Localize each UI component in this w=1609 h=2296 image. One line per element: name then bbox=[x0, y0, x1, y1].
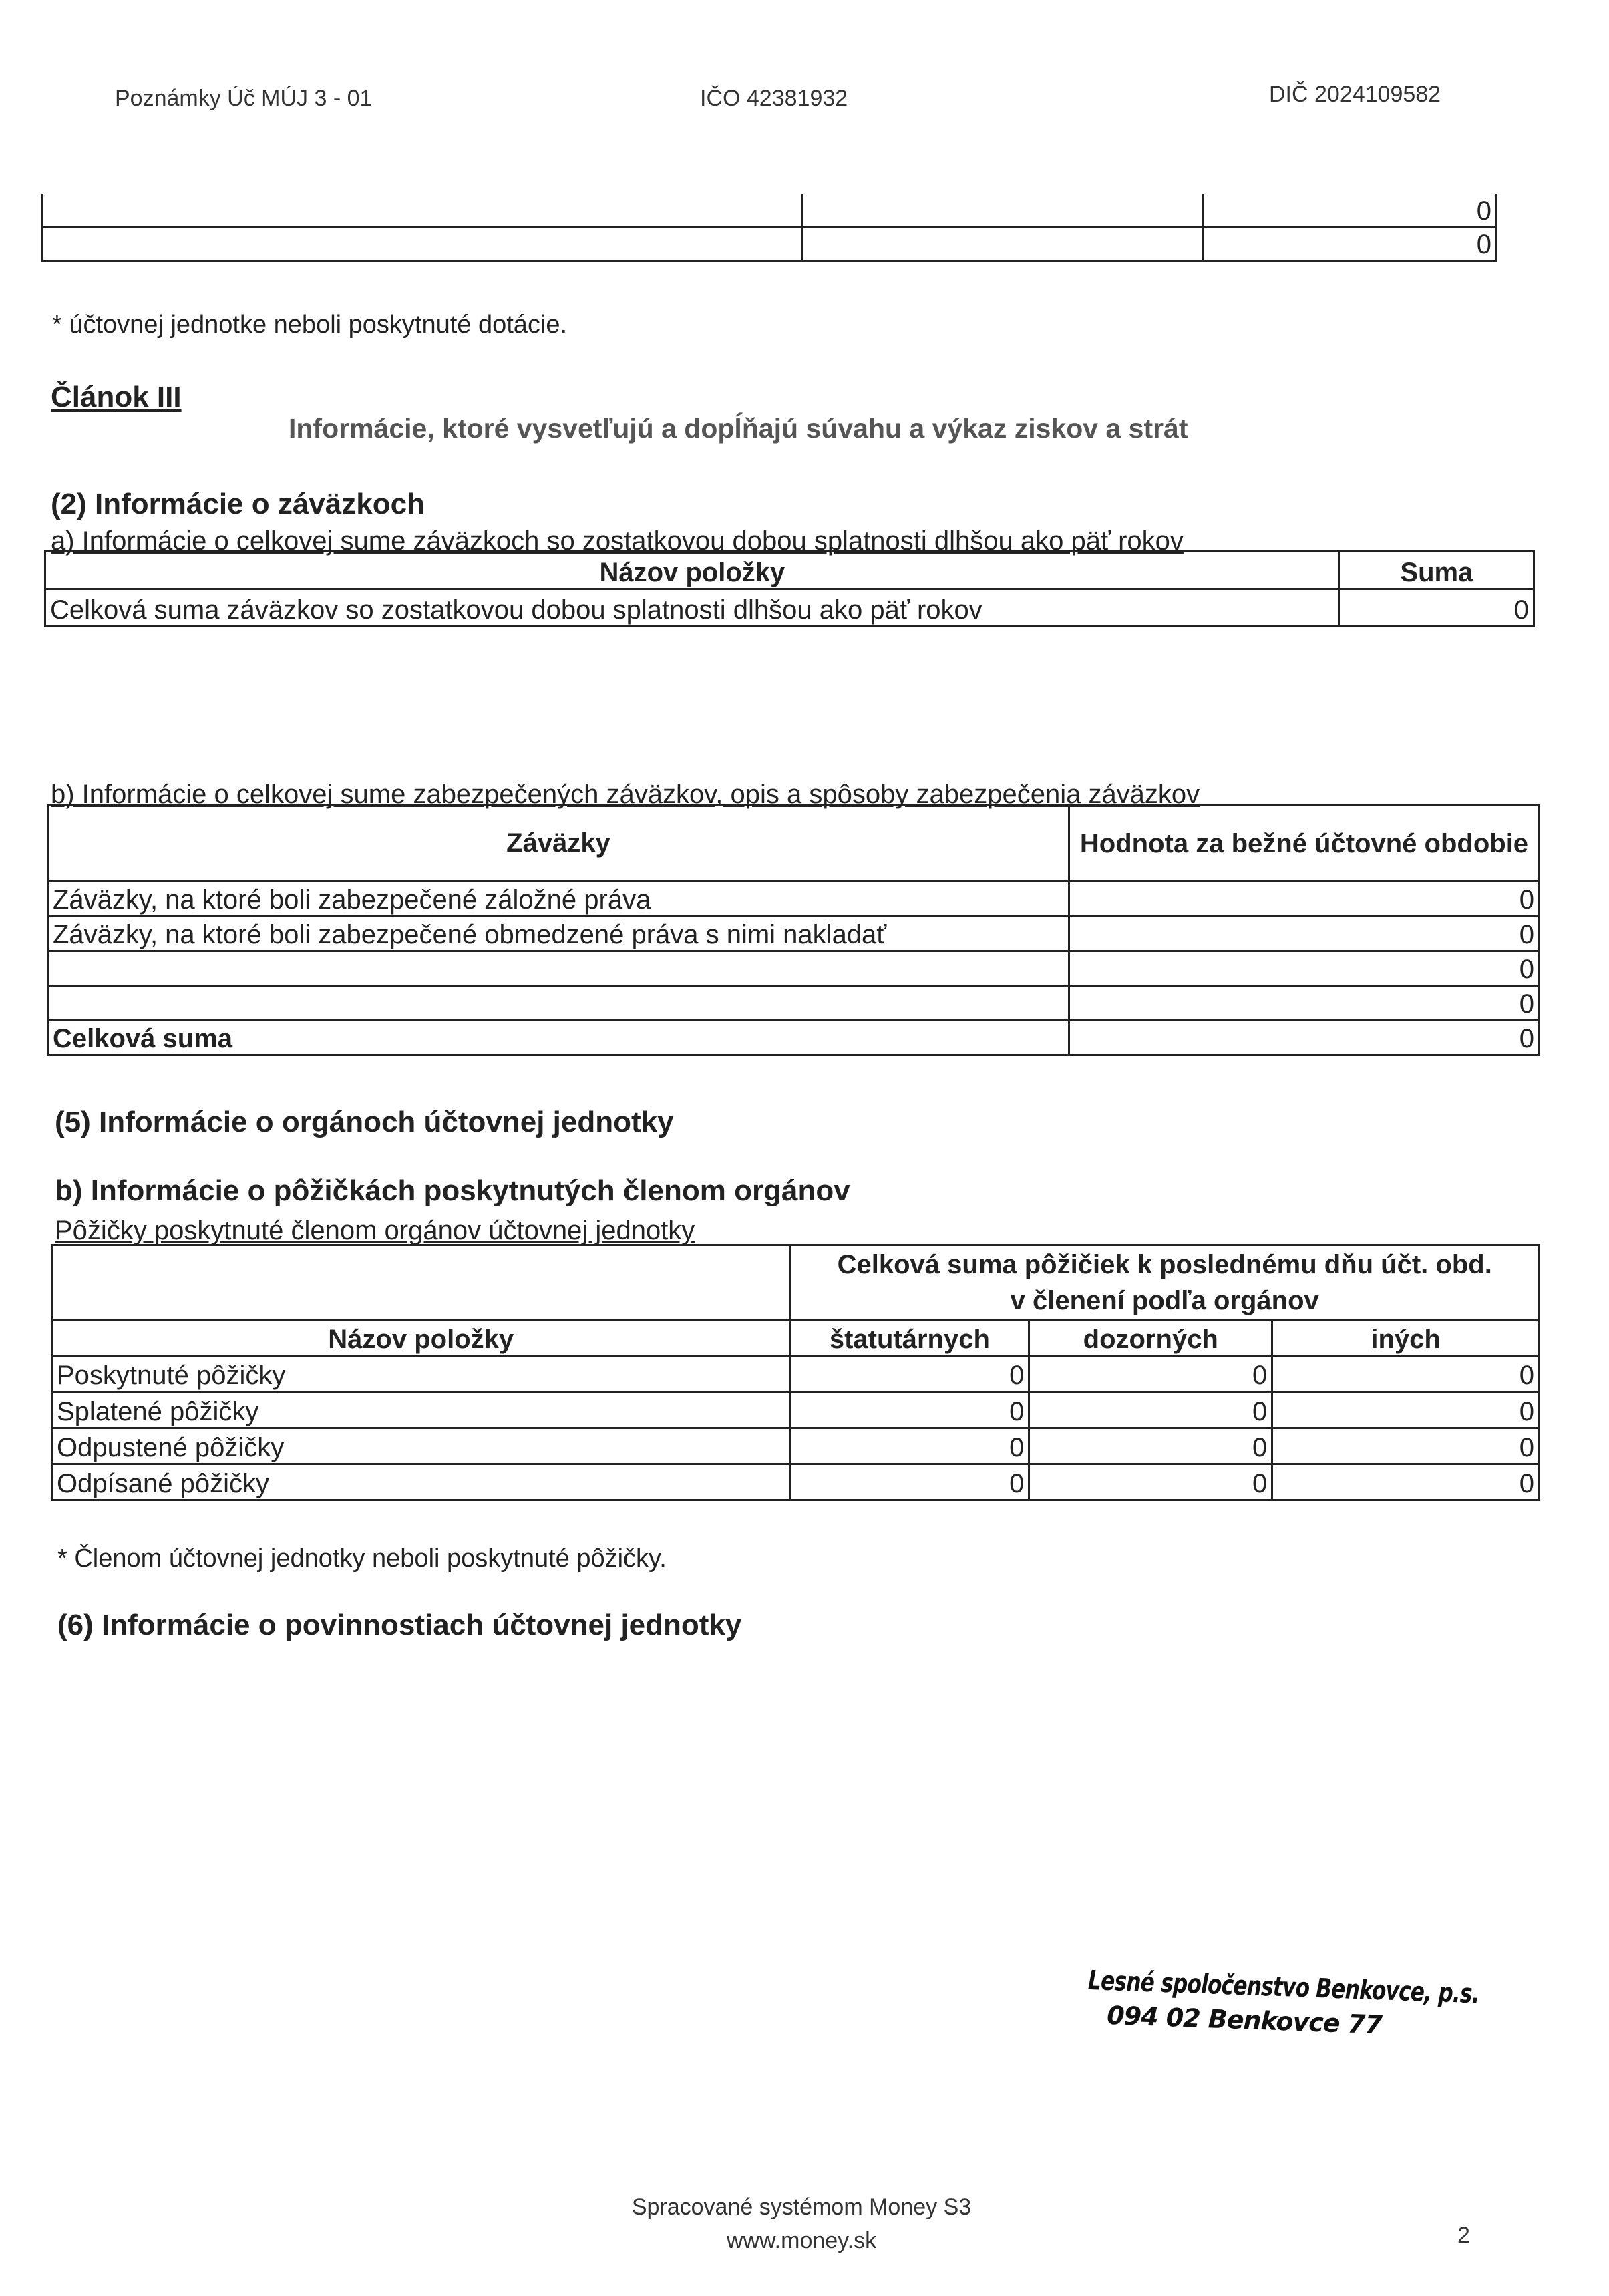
section5-title: (5) Informácie o orgánoch účtovnej jednotky bbox=[55, 1106, 674, 1138]
row-label bbox=[48, 951, 1069, 986]
row-value: 0 bbox=[1069, 917, 1539, 951]
row-label: Záväzky, na ktoré boli zabezpečené záložné práva bbox=[48, 882, 1069, 917]
cell-value: 0 bbox=[1272, 1392, 1540, 1428]
section2-title: (2) Informácie o záväzkoch bbox=[51, 488, 425, 520]
article-subtitle: Informácie, ktoré vysvetľujú a dopĺňajú súvahu a výkaz ziskov a strát bbox=[289, 413, 1188, 444]
row-label: Splatené pôžičky bbox=[52, 1392, 790, 1428]
section5-b-label: Pôžičky poskytnuté členom orgánov účtovnej jednotky bbox=[55, 1216, 695, 1245]
group-header: Celková suma pôžičiek k poslednému dňu účt. obd. bbox=[790, 1245, 1540, 1284]
top-table-value: 0 bbox=[1203, 194, 1496, 227]
col-value-header: Hodnota za bežné účtovné obdobie bbox=[1069, 806, 1539, 882]
cell-value: 0 bbox=[1272, 1464, 1540, 1500]
table-a bbox=[44, 550, 1535, 627]
cell-value: 0 bbox=[790, 1428, 1029, 1464]
top-table bbox=[41, 194, 1497, 262]
row-label: Odpustené pôžičky bbox=[52, 1428, 790, 1464]
cell-value: 0 bbox=[1029, 1392, 1272, 1428]
row-label bbox=[48, 986, 1069, 1021]
footer-line1: Spracované systémom Money S3 bbox=[631, 2194, 972, 2220]
col-header: štatutárnych bbox=[790, 1320, 1029, 1356]
total-label: Celková suma bbox=[48, 1021, 1069, 1055]
row-label: Záväzky, na ktoré boli zabezpečené obmedzené práva s nimi nakladať bbox=[48, 917, 1069, 951]
cell-value: 0 bbox=[790, 1464, 1029, 1500]
cell-value: 0 bbox=[1029, 1464, 1272, 1500]
col-sum-header: Suma bbox=[1339, 552, 1534, 589]
doc-header-ico: IČO 42381932 bbox=[700, 86, 848, 111]
top-table-value: 0 bbox=[1203, 227, 1496, 261]
section6-title: (6) Informácie o povinnostiach účtovnej jednotky bbox=[57, 1609, 742, 1641]
note-grants: * účtovnej jednotke neboli poskytnuté dotácie. bbox=[52, 311, 568, 339]
doc-header-dic: DIČ 2024109582 bbox=[1269, 81, 1441, 107]
cell-value: 0 bbox=[790, 1392, 1029, 1428]
total-value: 0 bbox=[1069, 1021, 1539, 1055]
article-title: Článok III bbox=[51, 381, 182, 414]
section2-a-label: a) Informácie o celkovej sume záväzkoch so zostatkovou dobou splatnosti dlhšou ako päť rokov bbox=[51, 526, 1184, 556]
note-loans: * Členom účtovnej jednotky neboli poskytnuté pôžičky. bbox=[57, 1544, 667, 1573]
row-value: 0 bbox=[1069, 986, 1539, 1021]
row-value: 0 bbox=[1069, 951, 1539, 986]
cell-value: 0 bbox=[1029, 1356, 1272, 1392]
stamp-line2: 094 02 Benkovce 77 bbox=[1106, 2000, 1383, 2040]
cell-value: 0 bbox=[1272, 1428, 1540, 1464]
row-label: Celková suma záväzkov so zostatkovou dobou splatnosti dlhšou ako päť rokov bbox=[45, 589, 1340, 627]
group-subheader: v členení podľa orgánov bbox=[790, 1284, 1540, 1320]
col-name-header: Názov položky bbox=[52, 1320, 790, 1356]
section2-b-label: b) Informácie o celkovej sume zabezpečených záväzkov, opis a spôsoby zabezpečenia záväzkov bbox=[51, 780, 1200, 809]
cell-value: 0 bbox=[1272, 1356, 1540, 1392]
section5-b-title: b) Informácie o pôžičkách poskytnutých členom orgánov bbox=[55, 1174, 850, 1207]
table-b bbox=[47, 804, 1540, 1056]
row-label: Odpísané pôžičky bbox=[52, 1464, 790, 1500]
company-stamp bbox=[1087, 1965, 1590, 2047]
cell-value: 0 bbox=[790, 1356, 1029, 1392]
table-loans bbox=[51, 1244, 1540, 1501]
row-value: 0 bbox=[1069, 882, 1539, 917]
footer-link[interactable]: www.money.sk bbox=[726, 2228, 877, 2253]
page-number: 2 bbox=[1457, 2223, 1470, 2248]
col-name-header: Záväzky bbox=[48, 806, 1069, 882]
col-name-header: Názov položky bbox=[45, 552, 1340, 589]
doc-header-left: Poznámky Úč MÚJ 3 - 01 bbox=[115, 86, 373, 111]
col-header: iných bbox=[1272, 1320, 1540, 1356]
col-header: dozorných bbox=[1029, 1320, 1272, 1356]
cell-value: 0 bbox=[1029, 1428, 1272, 1464]
row-label: Poskytnuté pôžičky bbox=[52, 1356, 790, 1392]
stamp-line1: Lesné spoločenstvo Benkovce, p.s. bbox=[1087, 1965, 1480, 2010]
row-value: 0 bbox=[1339, 589, 1534, 627]
